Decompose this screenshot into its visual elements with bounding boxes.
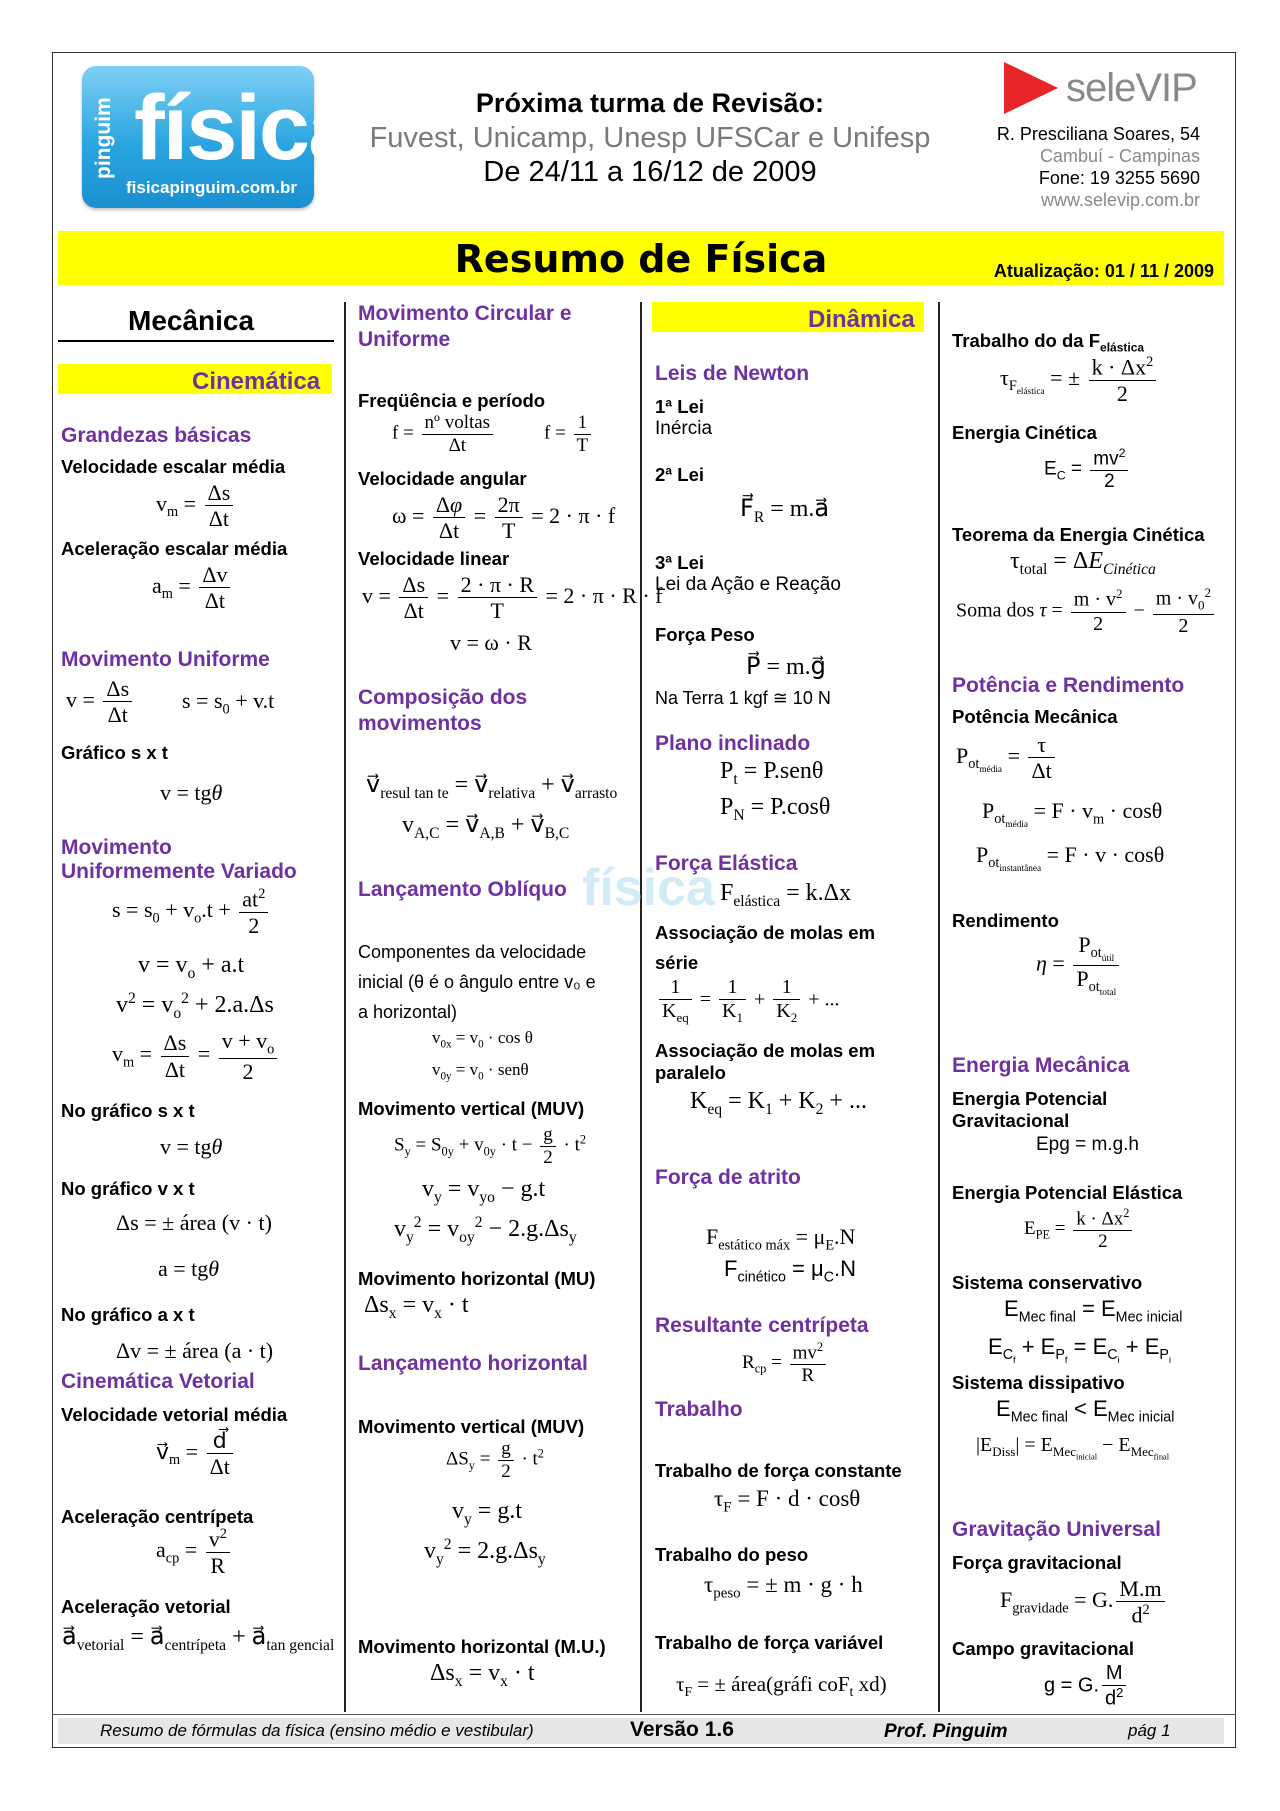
label-vel-lin: Velocidade linear <box>358 548 510 569</box>
text-componentes-2: inicial (θ é o ângulo entre v₀ e <box>358 972 596 992</box>
heading-muv-2: Uniformemente Variado <box>61 860 297 883</box>
label-forca-grav: Força gravitacional <box>952 1552 1122 1573</box>
label-vel-vetorial: Velocidade vetorial média <box>61 1404 288 1425</box>
heading-cin-vetorial: Cinemática Vetorial <box>61 1370 255 1393</box>
label-pot-mecanica: Potência Mecânica <box>952 706 1118 727</box>
column-divider <box>938 302 940 1712</box>
formula-peso: P⃗ = m.g⃗ <box>746 654 826 680</box>
label-acel-cp: Aceleração centrípeta <box>61 1506 254 1527</box>
formula-acp: $a_{cp}$ = $\frac{v^2}{R}$ <box>156 1526 233 1578</box>
formula-ediss: $|E_{Diss}| = E_{Mec_{inicial}} - E_{Mec_{final}}$ <box>976 1434 1170 1462</box>
heading-composicao-2: movimentos <box>358 712 482 735</box>
label-epg-2: Gravitacional <box>952 1110 1070 1131</box>
formula-pt: $P_t = P.sen\theta$ <box>720 758 824 788</box>
formula-torricelli: $v^2 = v_o^2 + 2.a.\Delta s$ <box>116 990 274 1022</box>
phone: Fone: 19 3255 5690 <box>1038 168 1200 188</box>
selevip-arrow-icon <box>1004 62 1058 114</box>
label-epg-1: Energia Potencial <box>952 1088 1108 1109</box>
formula-freq: f = $\frac{\text{nº voltas}}{\Delta t}$ <box>392 412 496 457</box>
city: Cambuí - Campinas <box>1039 146 1200 166</box>
selevip-logo[interactable] <box>1004 62 1200 114</box>
label-acel-vet: Aceleração vetorial <box>61 1596 231 1617</box>
selevip-logo-text: seleVIP <box>1066 66 1197 110</box>
formula-muv-vm: $v_m$ = $\frac{\Delta s}{\Delta t}$ = $\frac{v + v_o}{2}$ <box>112 1028 280 1084</box>
footer-description: Resumo de fórmulas da física (ensino médio e vestibular) <box>100 1721 534 1740</box>
formula-rcp: $R_{cp}$ = $\frac{mv^2}{R}$ <box>742 1340 829 1387</box>
label-mov-horizontal: Movimento horizontal (MU) <box>358 1268 596 1289</box>
formula-soma-tau: Soma dos τ = $\frac{m \cdot v^2}{2}$ − $\frac{m \cdot v_0^2}{2}$ <box>956 586 1217 638</box>
label-freq: Freqüência e período <box>358 390 546 411</box>
label-paralelo-1: Associação de molas em <box>655 1040 876 1061</box>
heading-composicao-1: Composição dos <box>358 686 528 709</box>
label-lei3: 3ª Lei <box>655 552 705 573</box>
formula-campo-grav: g = G. $\frac{M}{d^2}$ <box>1044 1662 1129 1711</box>
logo-main-text: física <box>134 77 358 179</box>
formula-epe: $E_{PE}$ = $\frac{k \cdot \Delta x^2}{2}$ <box>1024 1206 1135 1253</box>
formula-sx-2: $\Delta s_x = v_x \cdot t$ <box>430 1660 535 1690</box>
formula-vm-vet: $v⃗_m$ = $\frac{d⃗}{\Delta t}$ <box>156 1428 236 1480</box>
formula-conservativo: $E_{Mec final} = E_{Mec inicial}$ <box>1004 1296 1183 1326</box>
formula-vy2-2: $v_y^2 = 2.g.\Delta s_y$ <box>424 1536 546 1568</box>
formula-tg: v = tgθ <box>160 780 223 805</box>
label-conservativo: Sistema conservativo <box>952 1272 1143 1293</box>
watermark-logo: física <box>582 859 715 917</box>
label-vel-ang: Velocidade angular <box>358 468 527 489</box>
logo-url: fisicapinguim.com.br <box>126 178 297 197</box>
heading-centripeta: Resultante centrípeta <box>655 1314 869 1337</box>
heading-mu: Movimento Uniforme <box>61 648 270 671</box>
footer-author: Prof. Pinguim <box>884 1721 1008 1742</box>
formula-pot-media-2: $P_{ot_{média}} = F \cdot v_m \cdot \cos\theta$ <box>982 798 1163 831</box>
formula-muv-s: $s = s_0 + v_o.t$ + $\frac{at^2}{2}$ <box>112 886 271 938</box>
text-acao-reacao: Lei da Ação e Reação <box>655 574 841 595</box>
formula-pot-inst: $P_{ot_{instantânea}} = F \cdot v \cdot \cos\theta$ <box>976 842 1165 875</box>
formula-v-omega: v = ω · R <box>450 630 532 655</box>
divider <box>58 340 334 342</box>
label-trab-elastica: Trabalho do da $F_{elástica}$ <box>952 330 1145 355</box>
heading-forca-elastica: Força Elástica <box>655 852 798 875</box>
formula-vac: $v_{A,C}$ = $v⃗_{A,B}$ + $v⃗_{B,C}$ <box>402 812 570 842</box>
footer-page: pág 1 <box>1128 1721 1171 1740</box>
address: R. Presciliana Soares, 54 <box>996 124 1200 144</box>
formula-vy-gt: $v_y = g.t$ <box>452 1498 522 1528</box>
footer <box>58 1718 1224 1744</box>
heading-muv-1: Movimento <box>61 836 172 859</box>
label-lei2: 2ª Lei <box>655 464 705 485</box>
label-rendimento: Rendimento <box>952 910 1059 931</box>
heading-trabalho: Trabalho <box>655 1398 743 1421</box>
label-serie-2: série <box>655 952 699 973</box>
column-divider <box>344 302 346 1712</box>
title-banner <box>58 231 1224 285</box>
formula-trab-elastica: $\tau_{F_{elástica}}$ = ± $\frac{k \cdot \Delta x^2}{2}$ <box>1000 354 1159 406</box>
formula-sx: $\Delta s_x = v_x \cdot t$ <box>364 1292 469 1322</box>
formula-acel-vet: $a⃗_{vetorial}$ = $a⃗_{centrípeta}$ + $a⃗_{tan gencial}$ <box>62 1624 335 1654</box>
formula-vy2: $v_y^2 = v_{oy}^2 - 2.g.\Delta s_y$ <box>394 1214 577 1246</box>
section-cinematica: Cinemática <box>192 368 321 395</box>
heading-atrito: Força de atrito <box>655 1166 801 1189</box>
heading-emecanica: Energia Mecânica <box>952 1054 1130 1077</box>
formula-keq-paralelo: $K_{eq} = K_1 + K_2$ + ... <box>690 1088 867 1118</box>
formula-sy-2: $\Delta S_y$ = $\frac{g}{2}$ · $t^2$ <box>446 1438 544 1482</box>
formula-dissipativo: $E_{Mec final} < E_{Mec inicial}$ <box>996 1396 1175 1426</box>
label-paralelo-2: paralelo <box>655 1062 726 1083</box>
formula-rendimento: η = $\frac{P_{ot_{útil}}}{P_{ot_{total}}}$ <box>1036 932 1122 999</box>
formula-atrito-cinetico: $F_{cinético} = \mu_C.N$ <box>724 1256 857 1286</box>
heading-mcu-1: Movimento Circular e <box>358 302 572 325</box>
formula-conservativo-2: $E_{C_f} + E_{P_f} = E_{C_i} + E_{P_i}$ <box>988 1334 1171 1366</box>
label-ecin: Energia Cinética <box>952 422 1097 443</box>
label-forca-peso: Força Peso <box>655 624 755 645</box>
formula-mu-v: v = $\frac{\Delta s}{\Delta t}$ <box>66 676 135 728</box>
footer-divider <box>52 1714 1236 1715</box>
logo-side-text: pinguim <box>92 97 115 179</box>
section-dinamica: Dinâmica <box>808 306 915 333</box>
label-graf-at: No gráfico a x t <box>61 1304 195 1325</box>
label-vel-media: Velocidade escalar média <box>61 456 286 477</box>
text-inercia: Inércia <box>655 418 713 439</box>
heading-lanc-obliquo: Lançamento Oblíquo <box>358 878 567 901</box>
website-link[interactable]: www.selevip.com.br <box>1040 190 1200 210</box>
header-schools: Fuvest, Unicamp, Unesp UFSCar e Unifesp <box>369 122 931 154</box>
formula-area-at: Δv = ± área (a · t) <box>116 1338 274 1363</box>
formula-pot-media: $P_{ot_{média}}$ = $\frac{\tau}{\Delta t}$ <box>956 732 1058 784</box>
text-componentes-1: Componentes da velocidade <box>358 942 587 962</box>
footer-version: Versão 1.6 <box>630 1718 734 1741</box>
label-graf-st: No gráfico s x t <box>61 1100 195 1121</box>
formula-trab-constante: $\tau_F = F \cdot d \cdot \cos\theta$ <box>714 1486 861 1516</box>
label-mov-vertical: Movimento vertical (MUV) <box>358 1098 585 1119</box>
label-epe: Energia Potencial Elástica <box>952 1182 1183 1203</box>
formula-period: f = $\frac{1}{T}$ <box>544 412 594 457</box>
update-date: Atualização: 01 / 11 / 2009 <box>993 261 1214 281</box>
formula-keq-serie: $\frac{1}{K_{eq}}$ = $\frac{1}{K_1}$ + $\frac{1}{K_2}$ + ... <box>656 976 839 1026</box>
label-acel-media: Aceleração escalar média <box>61 538 288 559</box>
formula-atrito-estatico: $F_{estático máx} = \mu_E.N$ <box>706 1224 856 1254</box>
section-mecanica: Mecânica <box>128 305 255 336</box>
column-divider <box>640 302 642 1712</box>
label-serie-1: Associação de molas em <box>655 922 876 943</box>
formula-area-vt: Δs = ± área (v · t) <box>116 1210 272 1235</box>
formula-am: $a_m$ = $\frac{\Delta v}{\Delta t}$ <box>152 562 233 614</box>
label-trab-constante: Trabalho de força constante <box>655 1460 902 1481</box>
heading-gravitacao: Gravitação Universal <box>952 1518 1161 1541</box>
formula-fel: $F_{elástica} = k.\Delta x$ <box>720 880 852 910</box>
header-dates: De 24/11 a 16/12 de 2009 <box>483 156 817 188</box>
fisica-pinguim-logo[interactable] <box>82 66 358 208</box>
formula-v0x: $v_{0x} = v_0 \cdot \cos \theta$ <box>432 1028 533 1051</box>
formula-vy: $v_y = v_{yo} - g.t$ <box>422 1176 546 1206</box>
label-mov-horizontal-2: Movimento horizontal (M.U.) <box>358 1636 606 1657</box>
formula-muv-v: $v = v_o + a.t$ <box>138 952 245 982</box>
formula-tg-3: a = tgθ <box>158 1256 220 1281</box>
page-title: Resumo de Física <box>454 237 828 281</box>
label-trab-variavel: Trabalho de força variável <box>655 1632 884 1653</box>
header-title: Próxima turma de Revisão: <box>475 88 825 118</box>
text-kgf: Na Terra 1 kgf ≅ 10 N <box>655 688 831 708</box>
label-mov-vertical-2: Movimento vertical (MUV) <box>358 1416 585 1437</box>
formula-tec: $\tau_{total} = \Delta E_{Cinética}$ <box>1010 548 1156 578</box>
label-tec: Teorema da Energia Cinética <box>952 524 1205 545</box>
formula-tg-2: v = tgθ <box>160 1134 223 1159</box>
formula-forca-grav: $F_{gravidade} = G$. $\frac{M.m}{d^2}$ <box>1000 1576 1168 1628</box>
label-lei1: 1ª Lei <box>655 396 705 417</box>
formula-vm: $v_m$ = $\frac{\Delta s}{\Delta t}$ <box>156 480 236 532</box>
formula-omega: ω = $\frac{\Delta\varphi}{\Delta t}$ = $\frac{2\pi}{T}$ = 2 · π · f <box>392 492 616 544</box>
heading-newton: Leis de Newton <box>655 362 810 385</box>
formula-resultante: $v⃗_{resul tan te}$ = $v⃗_{relativa}$ + $v⃗_{arrasto}$ <box>366 772 618 802</box>
formula-trab-peso: $\tau_{peso}$ = ± m · g · h <box>704 1572 863 1602</box>
formula-pn: $P_N = P.\cos\theta$ <box>720 794 831 824</box>
label-trab-peso: Trabalho do peso <box>655 1544 809 1565</box>
formula-trab-variavel: $\tau_F$ = ± área(gráfi coF$_t$ xd) <box>676 1672 887 1700</box>
formula-epg: Epg = m.g.h <box>1036 1134 1139 1155</box>
label-campo-grav: Campo gravitacional <box>952 1638 1134 1659</box>
formula-sy: $S_y = S_{0y} + v_{0y} \cdot t$ − $\frac{g}{2}$ · $t^2$ <box>394 1124 587 1168</box>
text-componentes-3: a horizontal) <box>358 1002 458 1022</box>
heading-plano-inclinado: Plano inclinado <box>655 732 811 755</box>
label-graf-vt: No gráfico v x t <box>61 1178 195 1199</box>
label-grafico-st: Gráfico s x t <box>61 742 168 763</box>
heading-potencia: Potência e Rendimento <box>952 674 1185 697</box>
formula-ecin: $E_C$ = $\frac{mv^2}{2}$ <box>1044 446 1131 493</box>
heading-grandezas: Grandezas básicas <box>61 424 252 447</box>
heading-lanc-horizontal: Lançamento horizontal <box>358 1352 588 1375</box>
formula-mu-s: $s = s_0 + v.t$ <box>182 688 275 718</box>
heading-mcu-2: Uniforme <box>358 328 451 351</box>
formula-v0y: $v_{0y} = v_0 \cdot sen\theta$ <box>432 1060 529 1083</box>
formula-fr: $F⃗_R$ = m.a⃗ <box>740 496 830 526</box>
formula-v-lin: v = $\frac{\Delta s}{\Delta t}$ = $\frac{2 \cdot \pi \cdot R}{T}$ = 2 · π · R · f <box>362 572 663 624</box>
label-dissipativo: Sistema dissipativo <box>952 1372 1125 1393</box>
